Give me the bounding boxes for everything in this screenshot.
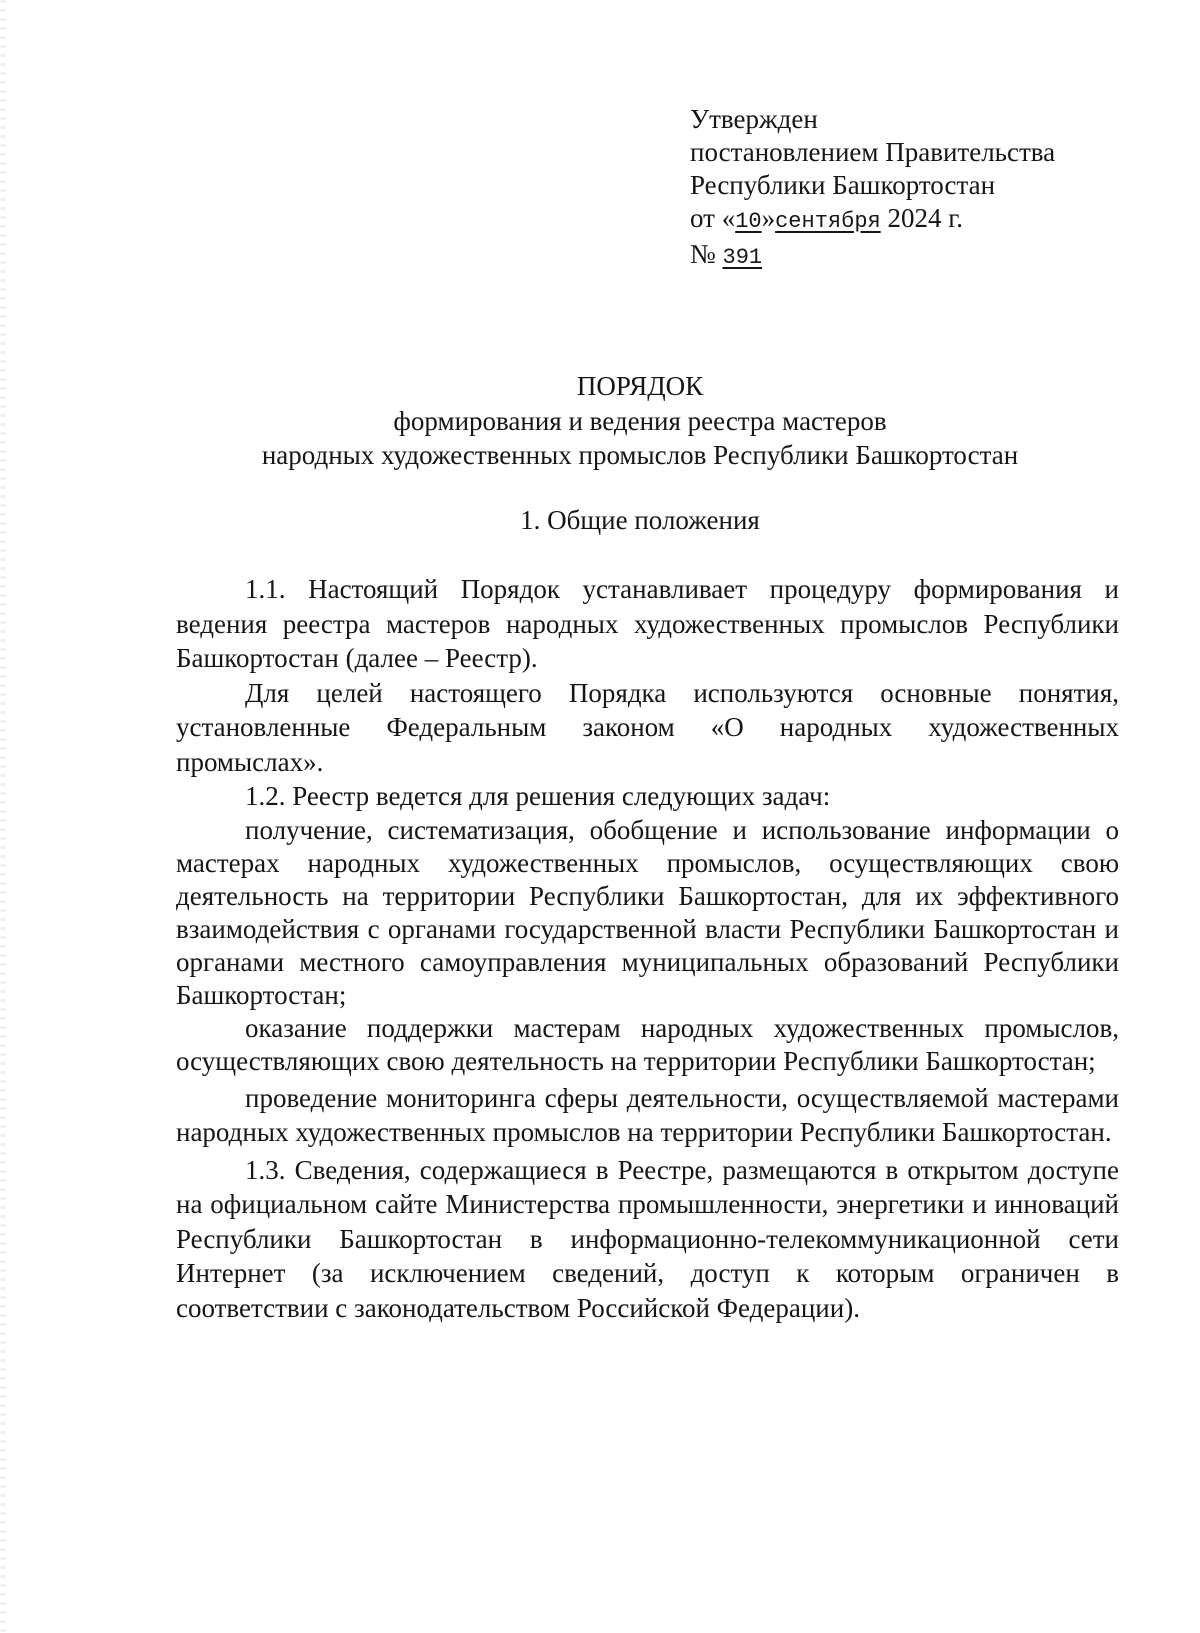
- approval-line-approved: Утвержден: [690, 104, 818, 134]
- approval-number-line: [690, 238, 1055, 274]
- paragraph-definitions: Для целей настоящего Порядка используются основные понятия, установленные Федеральным законом «О народных художественных промыслах».: [176, 677, 1119, 777]
- date-month: сентября: [775, 209, 881, 234]
- number-prefix: №: [690, 239, 723, 269]
- paragraph-task-support: оказание поддержки мастерам народных художественных промыслов, осуществляющих свою деятельность на территории Республики Башкортостан;: [176, 1012, 1119, 1076]
- date-day: 10: [735, 209, 762, 234]
- date-mid: »: [761, 203, 776, 233]
- approval-date-line: [690, 202, 1055, 238]
- document-body: [176, 572, 1119, 1325]
- approval-stamp-block: [690, 103, 1055, 274]
- scan-edge-artifact: [0, 0, 6, 1633]
- paragraph-1-1: 1.1. Настоящий Порядок устанавливает процедуру формирования и ведения реестра мастеров народных художественных промыслов Республики Башкортостан (далее – Реестр).: [176, 574, 1119, 673]
- document-subtitle-line-1: формирования и ведения реестра мастеров: [393, 406, 887, 436]
- section-heading: 1. Общие положения: [520, 505, 760, 535]
- approval-line-republic: Республики Башкортостан: [690, 170, 996, 200]
- resolution-number: 391: [722, 245, 763, 270]
- paragraph-1-2: 1.2. Реестр ведется для решения следующих задач:: [245, 781, 831, 811]
- date-prefix: от «: [690, 203, 736, 233]
- document-title: ПОРЯДОК: [576, 371, 704, 401]
- document-subtitle-line-2: народных художественных промыслов Республики Башкортостан: [261, 440, 1019, 470]
- paragraph-task-information: получение, систематизация, обобщение и использование информации о мастерах народных художественных промыслов, осуществляющих свою деятельность на территории Республики Башкортостан, для их эффективного взаимодействия с органами государственной власти Республики Башкортостан и органами местного самоуправления муниципальных образований Республики Башкортостан;: [176, 814, 1119, 1010]
- paragraph-task-monitoring: проведение мониторинга сферы деятельности, осуществляемой мастерами народных художественных промыслов на территории Республики Башкортостан.: [176, 1082, 1119, 1147]
- date-year: 2024 г.: [880, 203, 964, 233]
- approval-line-resolution: постановлением Правительства: [690, 137, 1056, 167]
- paragraph-1-3: 1.3. Сведения, содержащиеся в Реестре, размещаются в открытом доступе на официальном сайте Министерства промышленности, энергетики и инноваций Республики Башкортостан в информационно-телекоммуникационной сети Интернет (за исключением сведений, доступ к которым ограничен в соответствии с законодательством Российской Федерации).: [176, 1154, 1119, 1323]
